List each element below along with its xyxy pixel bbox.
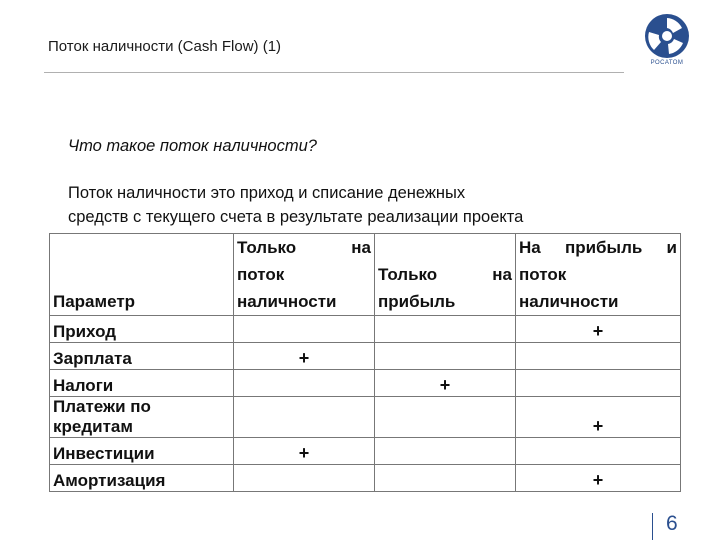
intro-text	[68, 181, 668, 229]
header-line	[378, 261, 512, 288]
mark-cell	[234, 370, 375, 397]
intro-line: средств с текущего счета в результате реализации проекта	[68, 208, 524, 226]
row-label: Приход	[50, 316, 234, 343]
table-row	[50, 343, 681, 370]
header-word: На	[519, 238, 541, 257]
mark-cell	[375, 397, 516, 438]
table-row	[50, 438, 681, 465]
mark-cell	[375, 316, 516, 343]
header-cell-profit-only	[375, 234, 516, 316]
header-line	[237, 234, 371, 261]
header-word: прибыль	[564, 238, 643, 257]
header-word: Только	[378, 265, 438, 284]
header-word: и	[666, 238, 677, 257]
row-label: Амортизация	[50, 465, 234, 492]
slide-title: Поток наличности (Cash Flow) (1)	[48, 38, 282, 55]
row-label: Платежи по кредитам	[50, 397, 234, 438]
mark-cell: +	[516, 316, 681, 343]
mark-cell	[234, 316, 375, 343]
table-row	[50, 316, 681, 343]
header-word: прибыль	[378, 292, 456, 311]
question-heading: Что такое поток наличности?	[68, 137, 317, 155]
header-label-param: Параметр	[53, 292, 136, 311]
table-header-row	[50, 234, 681, 316]
row-label: Налоги	[50, 370, 234, 397]
mark-cell	[375, 438, 516, 465]
table-row	[50, 370, 681, 397]
mark-cell	[234, 397, 375, 438]
header-word: Только	[237, 238, 297, 257]
logo-text: РОСАТОМ	[650, 60, 684, 66]
page-number: 6	[666, 512, 678, 535]
header-line	[519, 234, 677, 261]
mark-cell	[234, 465, 375, 492]
header-word: наличности	[519, 292, 619, 311]
header-cell-profit-and-cash	[516, 234, 681, 316]
mark-cell	[516, 438, 681, 465]
mark-cell	[375, 465, 516, 492]
header-word: поток	[237, 265, 285, 284]
header-divider	[44, 72, 624, 73]
table-row	[50, 397, 681, 438]
header-cell-param	[50, 234, 234, 316]
header-word: поток	[519, 265, 567, 284]
header-word: наличности	[237, 292, 337, 311]
mark-cell	[516, 370, 681, 397]
mark-cell: +	[516, 397, 681, 438]
table-row	[50, 465, 681, 492]
mark-cell: +	[375, 370, 516, 397]
mark-cell	[375, 343, 516, 370]
row-label: Инвестиции	[50, 438, 234, 465]
page-number-bar	[652, 513, 653, 540]
mark-cell: +	[516, 465, 681, 492]
header-word: на	[492, 265, 512, 284]
row-label: Зарплата	[50, 343, 234, 370]
mark-cell: +	[234, 438, 375, 465]
header-cell-cash-only	[234, 234, 375, 316]
header-word: на	[351, 238, 371, 257]
mark-cell: +	[234, 343, 375, 370]
cash-flow-table	[49, 233, 681, 492]
mark-cell	[516, 343, 681, 370]
intro-line: Поток наличности это приход и списание денежных	[68, 184, 466, 202]
